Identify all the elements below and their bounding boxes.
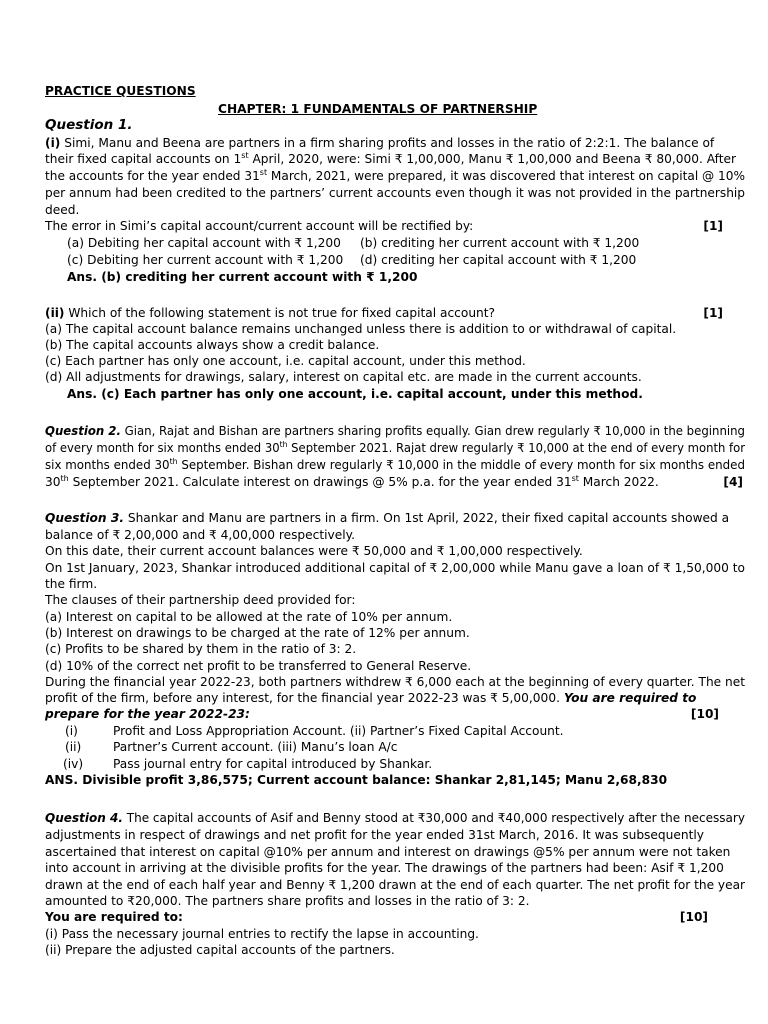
q2-line3: six months ended 30th September. Bishan drew regularly ₹ 10,000 in the middle of every month for six months ended [45, 457, 745, 472]
q4-line3: ascertained that interest on capital @10% per annum and interest on drawings @5% per annum were not taken [45, 845, 731, 859]
q1-part1-line1: (i) Simi, Manu and Beena are partners in a firm sharing profits and losses in the ratio of 2:2:1. The balance of [45, 136, 715, 150]
question-2-heading: Question 2. [45, 424, 121, 438]
q3-line3: On this date, their current account balances were ₹ 50,000 and ₹ 1,00,000 respectively. [45, 544, 583, 558]
question-1-heading: Question 1. [45, 117, 133, 133]
q1-part1-line2: their fixed capital accounts on 1st April, 2020, were: Simi ₹ 1,00,000, Manu ₹ 1,00,000 and Beena ₹ 80,000. After [45, 151, 737, 166]
q2-line2: of every month for six months ended 30th September 2021. Rajat drew regularly ₹ 10,000 at the end of every month for [45, 440, 746, 455]
q3-clause-a: (a) Interest on capital to be allowed at the rate of 10% per annum. [45, 610, 453, 624]
question-3-heading: Question 3. [45, 511, 124, 525]
chapter-title: CHAPTER: 1 FUNDAMENTALS OF PARTNERSHIP [218, 102, 538, 116]
q1-part1-number: (i) [45, 136, 61, 150]
q3-line6: The clauses of their partnership deed provided for: [45, 593, 356, 607]
page-title: PRACTICE QUESTIONS [45, 84, 196, 98]
q4-line4: into account in arriving at the divisible profits for the year. The drawings of the partners had been: Asif ₹ 1,200 [45, 861, 724, 875]
q4-line7: You are required to: [10] [45, 910, 708, 924]
q1-part1-line3: the accounts for the year ended 31st March, 2021, were prepared, it was discovered that interest on capital @ 10% [45, 168, 746, 183]
q1-option-b: (b) crediting her current account with ₹ 1,200 [360, 236, 640, 250]
q2-line4: 30th September 2021. Calculate interest on drawings @ 5% p.a. for the year ended 31st March 2022. [4] [45, 474, 743, 489]
q4-line2: adjustments in respect of drawings and net profit for the year ended 31st March, 2016. It was subsequently [45, 828, 704, 842]
q1-option-d: (d) crediting her capital account with ₹ 1,200 [360, 253, 637, 267]
q3-clause-c: (c) Profits to be shared by them in the ratio of 3: 2. [45, 642, 357, 656]
q3-line5: the firm. [45, 577, 98, 591]
question-4-heading: Question 4. [45, 811, 123, 825]
q3-line13: prepare for the year 2022-23: [10] [45, 707, 719, 721]
q1-option-c: (c) Debiting her current account with ₹ 1,200 [67, 253, 344, 267]
q1-part1-line6: The error in Simi’s capital account/current account will be rectified by: [1] [45, 219, 723, 233]
q3-line2: balance of ₹ 2,00,000 and ₹ 4,00,000 respectively. [45, 528, 355, 542]
q1-part2-number: (ii) [45, 306, 65, 320]
q3-line12: profit of the firm, before any interest, for the financial year 2022-23 was ₹ 5,00,000. You are required to [45, 691, 697, 705]
q1-part2-option-d: (d) All adjustments for drawings, salary, interest on capital etc. are made in the current accounts. [45, 370, 642, 384]
q3-clause-b: (b) Interest on drawings to be charged at the rate of 12% per annum. [45, 626, 470, 640]
q1-part2-question: (ii) Which of the following statement is not true for fixed capital account? [1] [45, 306, 723, 320]
q4-line6: amounted to ₹20,000. The partners share profits and losses in the ratio of 3: 2. [45, 894, 530, 908]
q3-answer: ANS. Divisible profit 3,86,575; Current account balance: Shankar 2,81,145; Manu 2,68,830 [45, 773, 668, 787]
q3-marks: [10] [690, 707, 719, 721]
q2-line1: Question 2. Gian, Rajat and Bishan are partners sharing profits equally. Gian drew regularly ₹ 10,000 in the beginning [45, 424, 745, 438]
q1-part1-marks: [1] [703, 219, 723, 233]
q4-marks: [10] [679, 910, 708, 924]
q1-option-a: (a) Debiting her capital account with ₹ 1,200 [67, 236, 341, 250]
q4-task-ii: (ii) Prepare the adjusted capital accounts of the partners. [45, 943, 395, 957]
q3-line1: Question 3. Shankar and Manu are partners in a firm. On 1st April, 2022, their fixed capital accounts showed a [45, 511, 730, 525]
q1-part1-line4: per annum had been credited to the partners’ current accounts even though it was not provided in the partnership [45, 186, 746, 200]
q2-marks: [4] [723, 475, 743, 489]
q1-part2-answer: Ans. (c) Each partner has only one account, i.e. capital account, under this method. [67, 387, 643, 401]
q1-part2-option-c: (c) Each partner has only one account, i.e. capital account, under this method. [45, 354, 526, 368]
q1-part2-option-b: (b) The capital accounts always show a credit balance. [45, 338, 380, 352]
q4-task-i: (i) Pass the necessary journal entries to rectify the lapse in accounting. [45, 927, 479, 941]
q1-part1-line5: deed. [45, 203, 80, 217]
q3-clause-d: (d) 10% of the correct net profit to be transferred to General Reserve. [45, 659, 472, 673]
q1-part1-answer: Ans. (b) crediting her current account with ₹ 1,200 [67, 270, 418, 284]
q3-line4: On 1st January, 2023, Shankar introduced additional capital of ₹ 2,00,000 while Manu gave a loan of ₹ 1,50,000 to [45, 561, 746, 575]
document-page: PRACTICE QUESTIONS CHAPTER: 1 FUNDAMENTALS OF PARTNERSHIP Question 1. (i) Simi, Manu and Beena are partners in a firm sharing profits and losses in the ratio of 2:2:1. The balance of their fixed capital accounts on 1st April, 2020, were: Simi ₹ 1,00,000, Manu ₹ 1,00,000 and Beena ₹ 80,000. After the accounts for the year ended 31st March, 2021, were prepared, it was discovered that interest on capital @ 10% per annum had been credited to the partners’ current accounts even though it was not provided in the partnership deed. The error in Simi’s capital account/current account will be rectified by: [1] (a) Debiting her capital account with ₹ 1,200 (b) crediting her current account with ₹ 1,200 (c) Debiting her current account with ₹ 1,200 (d) crediting her capital account with ₹ 1,200 Ans. (b) crediting her current account with ₹ 1,200 (ii) Which of the following statement is not true for fixed capital account? [1] (a) The capital account balance remains unchanged unless there is addition to or withdrawal of capital. (b) The capital accounts always show a credit balance. (c) Each partner has only one account, i.e. capital account, under this method. (d) All adjustments for drawings, salary, interest on capital etc. are made in the current accounts. Ans. (c) Each partner has only one account, i.e. capital account, under this method. Question 2. Gian, Rajat and Bishan are partners sharing profits equally. Gian drew regularly ₹ 10,000 in the beginning of every month for six months ended 30th September 2021. Rajat drew regularly ₹ 10,000 at the end of every month for six months ended 30th September. Bishan drew regularly ₹ 10,000 in the middle of every month for six months ended 30th September 2021. Calculate interest on drawings @ 5% p.a. for the year ended 31st March 2022. [4] Question 3. Shankar and Manu are partners in a firm. On 1st April, 2022, their fixed capital accounts showed a balance of ₹ 2,00,000 and ₹ 4,00,000 respectively. On this date, their current account balances were ₹ 50,000 and ₹ 1,00,000 respectively. On 1st January, 2023, Shankar introduced additional capital of ₹ 2,00,000 while Manu gave a loan of ₹ 1,50,000 to the firm. The clauses of their partnership deed provided for: (a) Interest on capital to be allowed at the rate of 10% per annum. (b) Interest on drawings to be charged at the rate of 12% per annum. (c) Profits to be shared by them in the ratio of 3: 2. (d) 10% of the correct net profit to be transferred to General Reserve. During the financial year 2022-23, both partners withdrew ₹ 6,000 each at the beginning of every quarter. The net profit of the firm, before any interest, for the financial year 2022-23 was ₹ 5,00,000. You are required to prepare for the year 2022-23: [10] (i) Profit and Loss Appropriation Account. (ii) Partner’s Fixed Capital Account. (ii) Partner’s Current account. (iii) Manu’s loan A/c (iv) Pass journal entry for capital introduced by Shankar. ANS. Divisible profit 3,86,575; Current account balance: Shankar 2,81,145; Manu 2,68,830 Question 4. The capital accounts of Asif and Benny stood at ₹30,000 and ₹40,000 respectively after the necessary adjustments in respect of drawings and net profit for the year ended 31st March, 2016. It was subsequently ascertained that interest on capital @10% per annum and interest on drawings @5% per annum were not taken into account in arriving at the divisible profits for the year. The drawings of the partners had been: Asif ₹ 1,200 drawn at the end of each half year and Benny ₹ 1,200 drawn at the end of each quarter. The net profit for the year amounted to ₹20,000. The partners share profits and losses in the ratio of 3: 2. You are required to: [10] (i) Pass the necessary journal entries to rectify the lapse in accounting. (ii) Prepare the adjusted capital accounts of the partners. [45, 84, 746, 957]
q1-part2-marks: [1] [703, 306, 723, 320]
q4-line1: Question 4. The capital accounts of Asif and Benny stood at ₹30,000 and ₹40,000 respectively after the necessary [45, 811, 745, 825]
q3-line11: During the financial year 2022-23, both partners withdrew ₹ 6,000 each at the beginning of every quarter. The net [45, 675, 746, 689]
q4-line5: drawn at the end of each half year and Benny ₹ 1,200 drawn at the end of each quarter. The net profit for the year [45, 878, 746, 892]
q1-part2-option-a: (a) The capital account balance remains unchanged unless there is addition to or withdrawal of capital. [45, 322, 677, 336]
